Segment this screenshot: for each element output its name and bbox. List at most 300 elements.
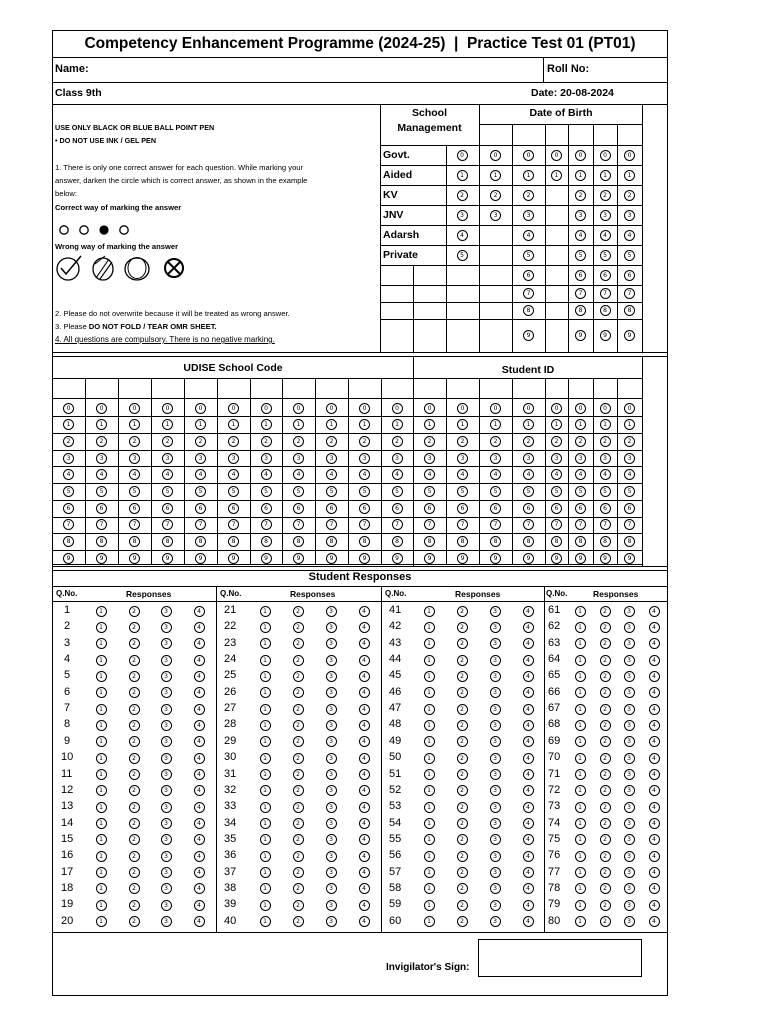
response-bubble[interactable]: 2 [457,655,468,666]
student-id-bubble[interactable]: 0 [600,403,611,414]
udise-bubble[interactable]: 2 [261,436,272,447]
student-id-bubble[interactable]: 2 [551,436,562,447]
dob-bubble[interactable]: 6 [523,270,534,281]
student-id-bubble[interactable]: 2 [490,436,501,447]
response-bubble[interactable]: 1 [575,720,586,731]
dob-bubble[interactable]: 1 [575,170,586,181]
udise-bubble[interactable]: 6 [392,503,403,514]
response-bubble[interactable]: 4 [359,687,370,698]
response-bubble[interactable]: 3 [624,834,635,845]
response-bubble[interactable]: 1 [575,753,586,764]
response-bubble[interactable]: 4 [359,785,370,796]
response-bubble[interactable]: 4 [523,671,534,682]
udise-bubble[interactable]: 6 [195,503,206,514]
udise-bubble[interactable]: 2 [162,436,173,447]
udise-bubble[interactable]: 1 [63,419,74,430]
response-bubble[interactable]: 1 [424,606,435,617]
response-bubble[interactable]: 1 [424,622,435,633]
udise-bubble[interactable]: 0 [392,403,403,414]
udise-bubble[interactable]: 3 [162,453,173,464]
dob-bubble[interactable]: 3 [624,210,635,221]
response-bubble[interactable]: 1 [260,720,271,731]
dob-bubble[interactable]: 2 [624,190,635,201]
response-bubble[interactable]: 2 [293,704,304,715]
response-bubble[interactable]: 4 [194,867,205,878]
udise-bubble[interactable]: 3 [63,453,74,464]
response-bubble[interactable]: 4 [194,606,205,617]
student-id-bubble[interactable]: 5 [551,486,562,497]
student-id-bubble[interactable]: 8 [575,536,586,547]
udise-bubble[interactable]: 3 [392,453,403,464]
student-id-bubble[interactable]: 1 [424,419,435,430]
response-bubble[interactable]: 3 [161,883,172,894]
response-bubble[interactable]: 4 [194,687,205,698]
student-id-bubble[interactable]: 7 [457,519,468,530]
response-bubble[interactable]: 1 [96,720,107,731]
response-bubble[interactable]: 3 [326,736,337,747]
response-bubble[interactable]: 2 [600,704,611,715]
udise-bubble[interactable]: 3 [359,453,370,464]
response-bubble[interactable]: 3 [624,802,635,813]
response-bubble[interactable]: 3 [490,802,501,813]
response-bubble[interactable]: 3 [161,687,172,698]
response-bubble[interactable]: 1 [96,753,107,764]
response-bubble[interactable]: 1 [575,916,586,927]
response-bubble[interactable]: 2 [129,802,140,813]
dob-bubble[interactable]: 0 [600,150,611,161]
udise-bubble[interactable]: 8 [392,536,403,547]
response-bubble[interactable]: 3 [161,606,172,617]
dob-bubble[interactable]: 2 [490,190,501,201]
response-bubble[interactable]: 1 [424,785,435,796]
response-bubble[interactable]: 1 [575,671,586,682]
response-bubble[interactable]: 3 [326,753,337,764]
response-bubble[interactable]: 2 [129,638,140,649]
response-bubble[interactable]: 1 [424,834,435,845]
udise-bubble[interactable]: 5 [63,486,74,497]
student-id-bubble[interactable]: 6 [551,503,562,514]
dob-bubble[interactable]: 7 [624,288,635,299]
udise-bubble[interactable]: 8 [162,536,173,547]
udise-bubble[interactable]: 6 [162,503,173,514]
student-id-bubble[interactable]: 3 [490,453,501,464]
udise-bubble[interactable]: 4 [96,469,107,480]
response-bubble[interactable]: 1 [96,818,107,829]
response-bubble[interactable]: 2 [129,851,140,862]
response-bubble[interactable]: 4 [523,704,534,715]
response-bubble[interactable]: 1 [260,655,271,666]
response-bubble[interactable]: 2 [600,883,611,894]
udise-bubble[interactable]: 8 [195,536,206,547]
response-bubble[interactable]: 2 [457,606,468,617]
dob-bubble[interactable]: 2 [600,190,611,201]
response-bubble[interactable]: 3 [624,769,635,780]
response-bubble[interactable]: 3 [490,638,501,649]
udise-bubble[interactable]: 7 [392,519,403,530]
response-bubble[interactable]: 1 [96,834,107,845]
student-id-bubble[interactable]: 4 [600,469,611,480]
student-id-bubble[interactable]: 4 [575,469,586,480]
response-bubble[interactable]: 2 [293,720,304,731]
response-bubble[interactable]: 1 [96,606,107,617]
response-bubble[interactable]: 1 [424,720,435,731]
response-bubble[interactable]: 4 [359,769,370,780]
response-bubble[interactable]: 4 [359,834,370,845]
student-id-bubble[interactable]: 1 [490,419,501,430]
response-bubble[interactable]: 3 [490,834,501,845]
response-bubble[interactable]: 1 [96,638,107,649]
udise-bubble[interactable]: 9 [162,553,173,564]
response-bubble[interactable]: 2 [457,720,468,731]
udise-bubble[interactable]: 2 [129,436,140,447]
response-bubble[interactable]: 1 [260,606,271,617]
udise-bubble[interactable]: 9 [359,553,370,564]
response-bubble[interactable]: 2 [457,704,468,715]
student-id-bubble[interactable]: 6 [624,503,635,514]
dob-bubble[interactable]: 7 [523,288,534,299]
response-bubble[interactable]: 3 [490,606,501,617]
response-bubble[interactable]: 3 [326,606,337,617]
response-bubble[interactable]: 2 [600,769,611,780]
response-bubble[interactable]: 1 [424,851,435,862]
student-id-bubble[interactable]: 0 [457,403,468,414]
response-bubble[interactable]: 3 [624,867,635,878]
dob-bubble[interactable]: 6 [600,270,611,281]
response-bubble[interactable]: 2 [129,687,140,698]
student-id-bubble[interactable]: 1 [624,419,635,430]
udise-bubble[interactable]: 7 [261,519,272,530]
udise-bubble[interactable]: 5 [129,486,140,497]
response-bubble[interactable]: 2 [457,834,468,845]
student-id-bubble[interactable]: 4 [457,469,468,480]
student-id-bubble[interactable]: 4 [424,469,435,480]
response-bubble[interactable]: 3 [490,769,501,780]
response-bubble[interactable]: 1 [424,900,435,911]
response-bubble[interactable]: 3 [490,785,501,796]
response-bubble[interactable]: 1 [575,785,586,796]
response-bubble[interactable]: 1 [424,802,435,813]
udise-bubble[interactable]: 9 [326,553,337,564]
udise-bubble[interactable]: 7 [195,519,206,530]
student-id-bubble[interactable]: 9 [575,553,586,564]
udise-bubble[interactable]: 8 [326,536,337,547]
dob-bubble[interactable]: 1 [490,170,501,181]
response-bubble[interactable]: 4 [194,851,205,862]
response-bubble[interactable]: 4 [359,753,370,764]
response-bubble[interactable]: 2 [129,883,140,894]
response-bubble[interactable]: 3 [490,655,501,666]
response-bubble[interactable]: 2 [457,851,468,862]
response-bubble[interactable]: 4 [194,834,205,845]
response-bubble[interactable]: 2 [129,769,140,780]
response-bubble[interactable]: 2 [129,655,140,666]
response-bubble[interactable]: 4 [649,736,660,747]
dob-bubble[interactable]: 8 [624,305,635,316]
response-bubble[interactable]: 1 [575,883,586,894]
response-bubble[interactable]: 2 [457,671,468,682]
udise-bubble[interactable]: 6 [261,503,272,514]
dob-bubble[interactable]: 5 [575,250,586,261]
dob-bubble[interactable]: 9 [575,330,586,341]
response-bubble[interactable]: 4 [359,900,370,911]
response-bubble[interactable]: 4 [649,900,660,911]
response-bubble[interactable]: 4 [194,769,205,780]
response-bubble[interactable]: 3 [161,900,172,911]
response-bubble[interactable]: 2 [457,900,468,911]
response-bubble[interactable]: 4 [194,622,205,633]
response-bubble[interactable]: 3 [624,671,635,682]
response-bubble[interactable]: 2 [129,736,140,747]
response-bubble[interactable]: 3 [326,622,337,633]
response-bubble[interactable]: 3 [326,802,337,813]
response-bubble[interactable]: 4 [194,802,205,813]
udise-bubble[interactable]: 5 [326,486,337,497]
response-bubble[interactable]: 1 [260,900,271,911]
response-bubble[interactable]: 2 [293,818,304,829]
udise-bubble[interactable]: 1 [96,419,107,430]
udise-bubble[interactable]: 6 [129,503,140,514]
dob-bubble[interactable]: 4 [575,230,586,241]
udise-bubble[interactable]: 0 [162,403,173,414]
response-bubble[interactable]: 2 [457,769,468,780]
response-bubble[interactable]: 4 [359,606,370,617]
response-bubble[interactable]: 2 [293,900,304,911]
response-bubble[interactable]: 4 [359,851,370,862]
response-bubble[interactable]: 3 [326,769,337,780]
response-bubble[interactable]: 1 [575,704,586,715]
response-bubble[interactable]: 4 [523,834,534,845]
dob-bubble[interactable]: 0 [490,150,501,161]
response-bubble[interactable]: 4 [649,834,660,845]
response-bubble[interactable]: 4 [359,802,370,813]
udise-bubble[interactable]: 4 [293,469,304,480]
response-bubble[interactable]: 1 [575,818,586,829]
student-id-bubble[interactable]: 2 [523,436,534,447]
response-bubble[interactable]: 4 [649,802,660,813]
udise-bubble[interactable]: 1 [228,419,239,430]
dob-bubble[interactable]: 9 [523,330,534,341]
response-bubble[interactable]: 3 [161,769,172,780]
udise-bubble[interactable]: 3 [326,453,337,464]
udise-bubble[interactable]: 4 [326,469,337,480]
response-bubble[interactable]: 3 [161,867,172,878]
dob-bubble[interactable]: 5 [624,250,635,261]
udise-bubble[interactable]: 2 [96,436,107,447]
response-bubble[interactable]: 3 [326,916,337,927]
student-id-bubble[interactable]: 3 [575,453,586,464]
response-bubble[interactable]: 3 [161,785,172,796]
dob-bubble[interactable]: 1 [551,170,562,181]
response-bubble[interactable]: 3 [326,883,337,894]
student-id-bubble[interactable]: 6 [424,503,435,514]
response-bubble[interactable]: 3 [161,704,172,715]
dob-bubble[interactable]: 4 [624,230,635,241]
student-id-bubble[interactable]: 5 [523,486,534,497]
udise-bubble[interactable]: 2 [293,436,304,447]
response-bubble[interactable]: 1 [96,802,107,813]
response-bubble[interactable]: 4 [194,720,205,731]
udise-bubble[interactable]: 2 [326,436,337,447]
udise-bubble[interactable]: 5 [392,486,403,497]
udise-bubble[interactable]: 5 [293,486,304,497]
school-management-bubble[interactable]: 5 [457,250,468,261]
response-bubble[interactable]: 4 [359,655,370,666]
student-id-bubble[interactable]: 7 [600,519,611,530]
student-id-bubble[interactable]: 8 [457,536,468,547]
student-id-bubble[interactable]: 7 [575,519,586,530]
response-bubble[interactable]: 2 [600,687,611,698]
response-bubble[interactable]: 4 [649,851,660,862]
response-bubble[interactable]: 4 [649,883,660,894]
response-bubble[interactable]: 2 [600,622,611,633]
response-bubble[interactable]: 2 [600,900,611,911]
udise-bubble[interactable]: 4 [261,469,272,480]
response-bubble[interactable]: 4 [359,622,370,633]
response-bubble[interactable]: 4 [523,622,534,633]
response-bubble[interactable]: 1 [424,867,435,878]
response-bubble[interactable]: 3 [161,851,172,862]
udise-bubble[interactable]: 3 [293,453,304,464]
udise-bubble[interactable]: 2 [195,436,206,447]
response-bubble[interactable]: 4 [649,720,660,731]
response-bubble[interactable]: 2 [600,736,611,747]
student-id-bubble[interactable]: 1 [551,419,562,430]
response-bubble[interactable]: 1 [260,785,271,796]
response-bubble[interactable]: 1 [260,622,271,633]
dob-bubble[interactable]: 0 [575,150,586,161]
response-bubble[interactable]: 3 [624,606,635,617]
dob-bubble[interactable]: 0 [523,150,534,161]
response-bubble[interactable]: 3 [624,818,635,829]
udise-bubble[interactable]: 9 [293,553,304,564]
udise-bubble[interactable]: 5 [195,486,206,497]
response-bubble[interactable]: 3 [161,753,172,764]
student-id-bubble[interactable]: 8 [424,536,435,547]
student-id-bubble[interactable]: 4 [551,469,562,480]
school-management-bubble[interactable]: 4 [457,230,468,241]
response-bubble[interactable]: 2 [600,818,611,829]
student-id-bubble[interactable]: 7 [624,519,635,530]
response-bubble[interactable]: 3 [161,736,172,747]
dob-bubble[interactable]: 3 [523,210,534,221]
response-bubble[interactable]: 1 [260,867,271,878]
student-id-bubble[interactable]: 2 [624,436,635,447]
student-id-bubble[interactable]: 1 [523,419,534,430]
student-id-bubble[interactable]: 5 [490,486,501,497]
response-bubble[interactable]: 1 [260,916,271,927]
udise-bubble[interactable]: 0 [195,403,206,414]
response-bubble[interactable]: 2 [293,802,304,813]
udise-bubble[interactable]: 8 [129,536,140,547]
udise-bubble[interactable]: 1 [326,419,337,430]
response-bubble[interactable]: 4 [649,655,660,666]
response-bubble[interactable]: 2 [129,606,140,617]
response-bubble[interactable]: 3 [326,671,337,682]
response-bubble[interactable]: 1 [96,655,107,666]
student-id-bubble[interactable]: 2 [575,436,586,447]
udise-bubble[interactable]: 1 [392,419,403,430]
response-bubble[interactable]: 2 [293,916,304,927]
response-bubble[interactable]: 4 [359,671,370,682]
udise-bubble[interactable]: 9 [261,553,272,564]
response-bubble[interactable]: 2 [293,785,304,796]
response-bubble[interactable]: 4 [194,753,205,764]
response-bubble[interactable]: 2 [457,785,468,796]
response-bubble[interactable]: 3 [161,802,172,813]
response-bubble[interactable]: 4 [523,900,534,911]
udise-bubble[interactable]: 2 [228,436,239,447]
dob-bubble[interactable]: 3 [490,210,501,221]
response-bubble[interactable]: 4 [359,720,370,731]
student-id-bubble[interactable]: 5 [600,486,611,497]
response-bubble[interactable]: 4 [523,720,534,731]
response-bubble[interactable]: 1 [96,883,107,894]
response-bubble[interactable]: 2 [129,753,140,764]
udise-bubble[interactable]: 7 [293,519,304,530]
udise-bubble[interactable]: 8 [359,536,370,547]
dob-bubble[interactable]: 1 [523,170,534,181]
response-bubble[interactable]: 1 [96,785,107,796]
response-bubble[interactable]: 1 [575,606,586,617]
udise-bubble[interactable]: 9 [392,553,403,564]
dob-bubble[interactable]: 7 [600,288,611,299]
response-bubble[interactable]: 2 [293,606,304,617]
response-bubble[interactable]: 3 [624,851,635,862]
response-bubble[interactable]: 2 [600,606,611,617]
response-bubble[interactable]: 3 [624,622,635,633]
response-bubble[interactable]: 1 [96,736,107,747]
response-bubble[interactable]: 3 [624,916,635,927]
udise-bubble[interactable]: 1 [261,419,272,430]
response-bubble[interactable]: 3 [490,736,501,747]
response-bubble[interactable]: 3 [326,638,337,649]
response-bubble[interactable]: 4 [359,818,370,829]
response-bubble[interactable]: 1 [96,867,107,878]
response-bubble[interactable]: 4 [194,785,205,796]
dob-bubble[interactable]: 3 [600,210,611,221]
response-bubble[interactable]: 4 [649,671,660,682]
response-bubble[interactable]: 2 [293,655,304,666]
udise-bubble[interactable]: 7 [129,519,140,530]
response-bubble[interactable]: 3 [490,753,501,764]
response-bubble[interactable]: 1 [575,655,586,666]
response-bubble[interactable]: 4 [359,638,370,649]
udise-bubble[interactable]: 8 [228,536,239,547]
response-bubble[interactable]: 3 [490,883,501,894]
udise-bubble[interactable]: 7 [162,519,173,530]
student-id-bubble[interactable]: 6 [490,503,501,514]
student-id-bubble[interactable]: 3 [424,453,435,464]
dob-bubble[interactable]: 9 [624,330,635,341]
student-id-bubble[interactable]: 1 [457,419,468,430]
udise-bubble[interactable]: 7 [63,519,74,530]
response-bubble[interactable]: 4 [523,883,534,894]
udise-bubble[interactable]: 9 [195,553,206,564]
response-bubble[interactable]: 4 [649,916,660,927]
response-bubble[interactable]: 3 [490,851,501,862]
response-bubble[interactable]: 3 [326,785,337,796]
udise-bubble[interactable]: 6 [96,503,107,514]
response-bubble[interactable]: 3 [326,720,337,731]
student-id-bubble[interactable]: 0 [575,403,586,414]
dob-bubble[interactable]: 8 [575,305,586,316]
student-id-bubble[interactable]: 3 [600,453,611,464]
response-bubble[interactable]: 4 [194,655,205,666]
dob-bubble[interactable]: 2 [575,190,586,201]
student-id-bubble[interactable]: 9 [624,553,635,564]
dob-bubble[interactable]: 5 [600,250,611,261]
response-bubble[interactable]: 3 [490,900,501,911]
